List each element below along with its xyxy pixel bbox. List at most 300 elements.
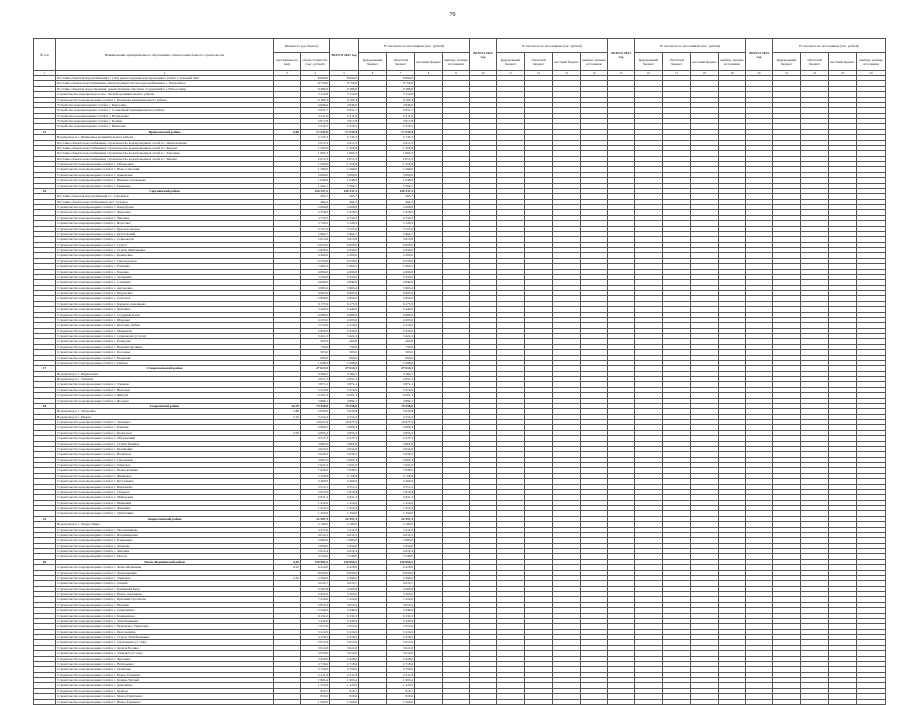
cell-t1: 6 250,0 — [330, 258, 359, 263]
cell-empty — [415, 699, 443, 704]
col-p2-total: ВСЕГО 2022 год — [470, 39, 497, 71]
cell-r1: 1 260,0 — [387, 167, 415, 172]
cell-r1: 3 750,3 — [387, 215, 415, 220]
cell-name: Строительство водопроводных сетей в с. Чекалино — [56, 307, 274, 312]
cell-t1: 3 721,0 — [330, 226, 359, 231]
cell-r1: 3 890,1 — [387, 398, 415, 403]
cell-name: Строительство водопроводных сетей в с. Волжское — [56, 452, 274, 457]
cell-r1: 4 318,5 — [387, 635, 415, 640]
cell-name: Строительство водопроводных сетей в с. Елшанка — [56, 264, 274, 269]
cell-name: Строительство водопроводных сетей в с. Кондурча — [56, 339, 274, 344]
cell-cost: 5 440,0 — [301, 307, 330, 312]
cell-t1: 4 690,0 — [330, 269, 359, 274]
cell-r1: 4 855,4 — [387, 430, 415, 435]
cell-t1: 2 810,9 — [330, 489, 359, 494]
cell-name: Строительство водопроводных сетей в с. Спасское — [56, 296, 274, 301]
cell-t1: 5 726,5 — [330, 221, 359, 226]
cell-cap: 5,80 — [274, 409, 301, 414]
col-p2-other: внебюд- жетные источники — [581, 53, 608, 71]
cell-name: Строительство водопроводных сетей в с. Мамыково — [56, 328, 274, 333]
cell-r1: 5 203,0 — [387, 592, 415, 597]
cell-t1: 6 201,3 — [330, 393, 359, 398]
investment-table — [33, 38, 886, 705]
cell-cost: 5 430,0 — [301, 618, 330, 623]
cell-name: Строительство водопроводных сетей в с. Козловка — [56, 350, 274, 355]
cell-name: Строительство водопроводных сетей в с. Варламово — [56, 484, 274, 489]
column-number: 21 — [773, 71, 801, 76]
cell-t1: 3 850,0 — [330, 296, 359, 301]
cell-cost: 16 627,9 — [301, 420, 330, 425]
cell-t1: 2 950,0 — [330, 328, 359, 333]
cell-t1: 7 410,0 — [330, 597, 359, 602]
cell-name: Хворостянский район — [56, 516, 274, 521]
cell-t1: 1 410,0 — [330, 500, 359, 505]
col-p2-group: В том числе по источникам (тыс. рублей) — [497, 39, 608, 53]
cell-t1: 4 855,4 — [330, 430, 359, 435]
cell-t1: 2 450,0 — [330, 656, 359, 661]
cell-r1: 2 718,6 — [387, 661, 415, 666]
cell-cost: 27 613,5 — [301, 366, 330, 371]
cell-cost: 5 203,0 — [301, 592, 330, 597]
cell-name: Строительство водопроводных сетей в с. Калиновка — [56, 253, 274, 258]
cell-r1: 1 414,5 — [387, 506, 415, 511]
cell-r1: 4 205,0 — [387, 317, 415, 322]
cell-cost: 6 965,0 — [301, 291, 330, 296]
cell-cost: 2 621,4 — [301, 495, 330, 500]
cell-t1: 2 411,9 — [330, 672, 359, 677]
cell-cost: 3 895,5 — [301, 457, 330, 462]
cell-cost: 1 046,6 — [301, 178, 330, 183]
cell-r1: 6 184,3 — [387, 97, 415, 102]
cell-r1: 1 500,0 — [387, 145, 415, 150]
cell-t1: 1 450,0 — [330, 162, 359, 167]
cell-cost: 1 500,0 — [301, 699, 330, 704]
column-number: 5 — [330, 71, 359, 76]
column-number: 15 — [608, 71, 635, 76]
cell-cost: 2 810,9 — [301, 489, 330, 494]
cell-cost: 126 337,2 — [301, 188, 330, 193]
cell-r1: 5 214,9 — [387, 387, 415, 392]
cell-cost: 3 850,0 — [301, 296, 330, 301]
cell-name: Строительство водопроводных сетей в с. Воротнее — [56, 221, 274, 226]
cell-r1: 4 690,0 — [387, 269, 415, 274]
cell-name: Водопровод в с. Заборовка — [56, 409, 274, 414]
cell-cost: 2 013,3 — [301, 156, 330, 161]
cell-r1: 3 210,0 — [387, 629, 415, 634]
cell-t1: 4 906,2 — [330, 425, 359, 430]
column-number: 9 — [443, 71, 470, 76]
cell-name: Строительство водопроводных сетей в с. Майоровка — [56, 495, 274, 500]
cell-name: Строительство водопроводных сетей в с. Выселки — [56, 387, 274, 392]
cell-t1: 6 965,0 — [330, 291, 359, 296]
cell-t1: 5 214,9 — [330, 387, 359, 392]
cell-t1: 126 337,2 — [330, 188, 359, 193]
cell-name: Водопровод в с. Хворостянка — [56, 522, 274, 527]
cell-r1: 3 010,0 — [387, 651, 415, 656]
cell-cost: 1 250,0 — [301, 511, 330, 516]
cell-name: Строительство водопроводных сетей в с. Красносельское — [56, 226, 274, 231]
cell-r1: 4 846,0 — [387, 102, 415, 107]
cell-t1: 3 612,0 — [330, 645, 359, 650]
cell-t1: 3 810,4 — [330, 602, 359, 607]
cell-cost: 2 190,0 — [301, 522, 330, 527]
cell-cost: 4 403,8 — [301, 586, 330, 591]
cell-r1: 3 612,0 — [387, 645, 415, 650]
cell-r1: 6 416,0 — [387, 565, 415, 570]
cell-name: Ставропольский район — [56, 366, 274, 371]
cell-t1: 17 533,9 — [330, 129, 359, 134]
cell-t1: 6 680,0 — [330, 312, 359, 317]
cell-name: Строительство водопроводных сетей в с. Ягодное — [56, 398, 274, 403]
cell-r1: 5 813,8 — [387, 237, 415, 242]
cell-r1: 7 465,5 — [387, 264, 415, 269]
cell-r1: 3 895,5 — [387, 457, 415, 462]
column-number: 24 — [857, 71, 886, 76]
cell-r1: 5 013,9 — [387, 640, 415, 645]
cell-r1: 7 410,0 — [387, 597, 415, 602]
cell-cost: 3 871,2 — [301, 382, 330, 387]
column-number: 18 — [691, 71, 719, 76]
cell-cost: 3 010,0 — [301, 651, 330, 656]
cell-r1: 4 384,5 — [387, 371, 415, 376]
cell-cost: 4 906,2 — [301, 425, 330, 430]
cell-t1: 1 260,0 — [330, 167, 359, 172]
cell-cost: 7 621,6 — [301, 463, 330, 468]
cell-t1: 6 175,9 — [330, 301, 359, 306]
cell-t1: 4 014,3 — [330, 532, 359, 537]
cell-r1: 2 450,0 — [387, 656, 415, 661]
cell-name: Строительство водопроводных сетей в с. Светлодольск — [56, 258, 274, 263]
cell-r1: 5 430,0 — [387, 618, 415, 623]
cell-r1: 465,7 — [387, 194, 415, 199]
cell-r1: 3 871,2 — [387, 382, 415, 387]
cell-t1: 3 890,1 — [330, 398, 359, 403]
cell-t1: 750,0 — [330, 344, 359, 349]
cell-name: Строительство водопроводных сетей в с. Краснояриха — [56, 629, 274, 634]
cell-r1: 2 013,3 — [387, 140, 415, 145]
cell-r1: 3 721,0 — [387, 226, 415, 231]
cell-r1: 5 250,0 — [387, 274, 415, 279]
cell-r1: 1 046,6 — [387, 178, 415, 183]
cell-t1: 8 750,0 — [330, 81, 359, 86]
cell-r1: 1 502,1 — [387, 183, 415, 188]
cell-r1: 7 621,6 — [387, 463, 415, 468]
cell-t1: 1 963,4 — [330, 678, 359, 683]
cell-t1: 2 211,0 — [330, 113, 359, 118]
col-p2-regional: областной бюджет — [525, 53, 553, 71]
cell-r1: 2 812,4 — [387, 549, 415, 554]
cell-t1: 2 845,0 — [330, 248, 359, 253]
cell-name: Строительство водопроводных сетей в с. Васильевка — [56, 661, 274, 666]
cell-cost: 2 812,4 — [301, 549, 330, 554]
cell-cost: 4 855,4 — [301, 430, 330, 435]
cell-r1: 3 000,0 — [387, 172, 415, 177]
cell-r1: 2 210,0 — [387, 323, 415, 328]
col-name: Наименование муниципального образования, объекта капитального строительства — [56, 39, 274, 71]
cell-r1: 1 963,4 — [387, 678, 415, 683]
cell-t1: 1 414,5 — [330, 506, 359, 511]
cell-cost: 2 013,3 — [301, 140, 330, 145]
cell-r1: 1 410,0 — [387, 500, 415, 505]
cell-r1: 2 376,0 — [387, 210, 415, 215]
cell-t1: 6 870,0 — [330, 242, 359, 247]
cell-name: Строительство водопроводных сетей в с. Рыбное — [56, 360, 274, 365]
cell-cost: 6 201,3 — [301, 393, 330, 398]
cell-r1: 2 621,4 — [387, 495, 415, 500]
col-p4-regional: областной бюджет — [801, 53, 829, 71]
column-number: 11 — [497, 71, 525, 76]
cell-t1: 5 026,3 — [330, 452, 359, 457]
cell-r1: 126 337,2 — [387, 188, 415, 193]
cell-t1: 5 013,9 — [330, 640, 359, 645]
cell-t1: 2 066,8 — [330, 205, 359, 210]
cell-name: Строительство водопроводных сетей в с. Студеный Ключ — [56, 312, 274, 317]
cell-cost: 4 846,0 — [301, 102, 330, 107]
cell-r1: 2 950,0 — [387, 328, 415, 333]
cell-t1: 2 621,4 — [330, 495, 359, 500]
cell-name: Строительство водопроводных сетей в с. Покровка — [56, 355, 274, 360]
cell-r1: 2 745,3 — [387, 135, 415, 140]
cell-t1: 2 812,4 — [330, 549, 359, 554]
cell-cost: 22 597,3 — [301, 516, 330, 521]
cell-t1: 2 560,0 — [330, 575, 359, 580]
cell-r1: 8 690,0 — [387, 76, 415, 81]
cell-t1: 4 384,5 — [330, 371, 359, 376]
cell-name: Строительство водопроводных сетей в с. Ново-Спасский — [56, 167, 274, 172]
cell-cost: 2 745,3 — [301, 135, 330, 140]
cell-no: 19 — [34, 516, 56, 521]
cell-name: Поставка объектов водоснабжения в с. Сергиевск — [56, 194, 274, 199]
cell-t1: 3 513,1 — [330, 484, 359, 489]
cell-name: Строительство водопроводных сетей в с. Новое Ермаково — [56, 699, 274, 704]
cell-cost: 7 465,5 — [301, 264, 330, 269]
cell-name: Строительство водопроводных сетей в с. Токмакла — [56, 575, 274, 580]
cell-name: Строительство водопроводных сетей в с. Токмакла (2 этап) — [56, 651, 274, 656]
cell-cap: 3,10 — [274, 414, 301, 419]
cell-r1: 3 850,0 — [387, 296, 415, 301]
cell-t1: 3 240,0 — [330, 608, 359, 613]
cell-empty — [746, 699, 773, 704]
cell-t1: 2 013,3 — [330, 140, 359, 145]
cell-name: Строительство водопроводных сетей в с. Кандабулак — [56, 205, 274, 210]
cell-cost: 1 210,0 — [301, 683, 330, 688]
column-number: 2 — [56, 71, 274, 76]
cell-t1: 1 210,0 — [330, 683, 359, 688]
cell-name: Строительство водопроводных сетей в с. Абашево — [56, 543, 274, 548]
cell-cost: 1 260,0 — [301, 167, 330, 172]
cell-r1: 2 411,9 — [387, 672, 415, 677]
cell-cost: 3 000,0 — [301, 172, 330, 177]
cell-cost: 4 614,0 — [301, 446, 330, 451]
cell-name: Строительство водопроводных сетей в с. Нероновка — [56, 291, 274, 296]
cell-f1 — [359, 699, 387, 704]
cell-cost: 2 066,8 — [301, 205, 330, 210]
column-number: 23 — [829, 71, 857, 76]
cell-name: Строительство водопроводных сетей в с. Жигули — [56, 393, 274, 398]
cell-t1: 1 008,0 — [330, 360, 359, 365]
col-p1-total: ВСЕГО 2021 год — [330, 39, 359, 71]
cell-name: Строительство водопроводных сетей в с. Деколкино — [56, 683, 274, 688]
cell-t1: 5 830,9 — [330, 409, 359, 414]
cell-name: Строительство водопроводных сетей в с. Нижнее Санчелеево — [56, 178, 274, 183]
cell-cost: 3 721,0 — [301, 226, 330, 231]
cell-r1: 1 003,3 — [387, 151, 415, 156]
cell-cost: 4 400,0 — [301, 479, 330, 484]
cell-t1: 3 963,2 — [330, 285, 359, 290]
cell-r1: 6 132,2 — [387, 613, 415, 618]
cell-t1: 3 750,3 — [330, 215, 359, 220]
cell-name: Строительство водопроводных сетей в с. Жемковка — [56, 473, 274, 478]
cell-name: Строительство водопроводных сетей в с. Захаркино — [56, 274, 274, 279]
cell-cost: 565,0 — [301, 350, 330, 355]
cell-name: Строительство водопроводных сетей в с. Ермаково — [56, 183, 274, 188]
cell-empty — [719, 699, 746, 704]
cell-name: Поставка объектов водоотведения, реконструкция очистных сооружений в г. Новоселицк — [56, 86, 274, 91]
cell-name: Сызранский район — [56, 403, 274, 408]
cell-t1: 1 003,3 — [330, 151, 359, 156]
cell-t1: 5 250,0 — [330, 274, 359, 279]
cell-r1: 6 250,0 — [387, 258, 415, 263]
cell-r1: 750,0 — [387, 344, 415, 349]
col-p3-total: ВСЕГО 2023 год — [608, 39, 635, 71]
cell-r1: 2 964,7 — [387, 231, 415, 236]
cell-t1: 2 519,5 — [330, 124, 359, 129]
cell-t1: 4 846,0 — [330, 102, 359, 107]
cell-t1: 8 690,0 — [330, 76, 359, 81]
cell-name: Строительство водопроводных сетей в с. Старая Рачейка — [56, 441, 274, 446]
cell-r1: 3 411,6 — [387, 527, 415, 532]
cell-r1: 5 440,0 — [387, 307, 415, 312]
cell-cost: 17 533,9 — [301, 129, 330, 134]
cell-cost: 8 750,0 — [301, 81, 330, 86]
cell-r1: 3 817,8 — [387, 119, 415, 124]
cell-name: Строительство водопроводных сетей в с. Красный Строитель — [56, 597, 274, 602]
cell-r1: 17 533,9 — [387, 129, 415, 134]
column-number: 8 — [415, 71, 443, 76]
col-p1-other: внебюд- жетные источники — [443, 53, 470, 71]
cell-name: Поставка объекта водоснабжения, реконструкция систем водоснабжения в с. Ольховатое — [56, 81, 274, 86]
column-number: 19 — [719, 71, 746, 76]
cell-t1: 7 017,0 — [330, 624, 359, 629]
cell-cost: 4 014,7 — [301, 581, 330, 586]
cell-cost: 2 964,7 — [301, 231, 330, 236]
cell-name: Строительство водопроводных сетей в с. Славкино — [56, 280, 274, 285]
cell-r1: 3 421,5 — [387, 334, 415, 339]
col-p4-other: внебюд- жетные источники — [857, 53, 886, 71]
cell-cost: 914,7 — [301, 688, 330, 693]
cell-t1: 3 114,8 — [330, 92, 359, 97]
cell-cost: 8 930,0 — [301, 570, 330, 575]
cell-t1: 3 421,5 — [330, 334, 359, 339]
cell-r1: 914,7 — [387, 688, 415, 693]
cell-t1: 2 718,6 — [330, 661, 359, 666]
cell-name: Строительство водопроводных сетей в с. Эштебенькино — [56, 618, 274, 623]
cell-cost: 6 870,0 — [301, 242, 330, 247]
cell-t1: 22 597,3 — [330, 516, 359, 521]
cell-cost: 3 612,0 — [301, 645, 330, 650]
cell-name: Строительство водопроводных сетей в с. Шламка — [56, 602, 274, 607]
cell-empty — [553, 699, 581, 704]
column-number: 20 — [746, 71, 773, 76]
cell-r1: 810,0 — [387, 694, 415, 699]
cell-cost: 1 450,0 — [301, 162, 330, 167]
cell-r1: 6 680,0 — [387, 312, 415, 317]
cell-t1: 3 650,0 — [330, 543, 359, 548]
cell-cost: 3 421,5 — [301, 334, 330, 339]
col-p4-group: В том числе по источникам (тыс. рублей) — [773, 39, 886, 53]
cell-cost: 6 416,0 — [301, 565, 330, 570]
cell-cost: 1 963,4 — [301, 678, 330, 683]
cell-r1: 1 008,0 — [387, 360, 415, 365]
cell-t1: 3 010,0 — [330, 651, 359, 656]
cell-name: Строительство водопроводных сетей в с. Шаровка — [56, 317, 274, 322]
cell-cost: 2 376,0 — [301, 210, 330, 215]
cell-t1: 2 376,0 — [330, 210, 359, 215]
cell-r1: 2 983,0 — [387, 538, 415, 543]
cell-t1: 5 430,0 — [330, 618, 359, 623]
cell-cost: 1 500,0 — [301, 145, 330, 150]
cell-name: Строительство водопроводных сетей в с. Антоновка — [56, 285, 274, 290]
cell-cap: 20,70 — [274, 403, 301, 408]
cell-cap: 2,50 — [274, 430, 301, 435]
cell-cost: 5 726,5 — [301, 221, 330, 226]
cell-name: Водопровод в с. Ташелка — [56, 377, 274, 382]
cell-cost: 8 690,0 — [301, 76, 330, 81]
cell-name: Строительство водопроводных сетей в с. Кашпир — [56, 425, 274, 430]
table-body — [34, 76, 886, 705]
cell-empty — [497, 699, 525, 704]
cell-r1: 2 211,0 — [387, 113, 415, 118]
cell-cost: 1 410,0 — [301, 500, 330, 505]
cell-cost: 2 983,0 — [301, 538, 330, 543]
cell-r1: 3 963,2 — [387, 285, 415, 290]
cell-r1: 2 190,0 — [387, 522, 415, 527]
cell-name: Поставка объектов водоснабжения (1 этап) реконструкция водопроводных сетей в г. Зеленый Лист — [56, 76, 274, 81]
cell-cost: 79 458,8 — [301, 403, 330, 408]
cell-r1: 8 930,0 — [387, 570, 415, 575]
cell-cost: 4 384,5 — [301, 371, 330, 376]
cell-cost: 2 156,6 — [301, 473, 330, 478]
cell-t1: 4 014,7 — [330, 581, 359, 586]
cell-t1: 4 403,8 — [330, 586, 359, 591]
cell-cost: 3 536,0 — [301, 554, 330, 559]
cell-name: Строительство водопроводных сетей в с. Обшаровка — [56, 162, 274, 167]
col-capacity: Мощность (ед.объекта) — [274, 39, 330, 53]
cell-name: Водопровод в с. Рамено — [56, 414, 274, 419]
cell-no: 20 — [34, 559, 56, 564]
cell-r1: 3 156,0 — [387, 667, 415, 672]
cell-t1: 1 046,6 — [330, 178, 359, 183]
col-p4-local: местный бюджет — [829, 53, 857, 71]
cell-t1: 6 416,0 — [330, 565, 359, 570]
cell-cost: 4 014,3 — [301, 532, 330, 537]
cell-t1: 1 500,0 — [330, 145, 359, 150]
cell-name: Строительство водопроводных сетей в с. Новое Усманово — [56, 672, 274, 677]
cell-name: Челно-Вершинский район — [56, 559, 274, 564]
cell-no: 16 — [34, 188, 56, 193]
cell-r1: 7 930,0 — [387, 468, 415, 473]
column-number: 4 — [301, 71, 330, 76]
cell-name: Устройство водопроводных сетей в с. Березовка — [56, 102, 274, 107]
cell-t1: 3 895,5 — [330, 457, 359, 462]
cell-name: Водопровод в с. Приволжье муниципального района — [56, 135, 274, 140]
cell-cap — [274, 699, 301, 704]
cell-cost: 2 051,7 — [301, 108, 330, 113]
cell-t1: 1 250,0 — [330, 511, 359, 516]
cell-name: Строительство водопроводных сетей в с. Узюково — [56, 382, 274, 387]
cell-cost: 3 817,8 — [301, 119, 330, 124]
cell-name: Приволжский район — [56, 129, 274, 134]
